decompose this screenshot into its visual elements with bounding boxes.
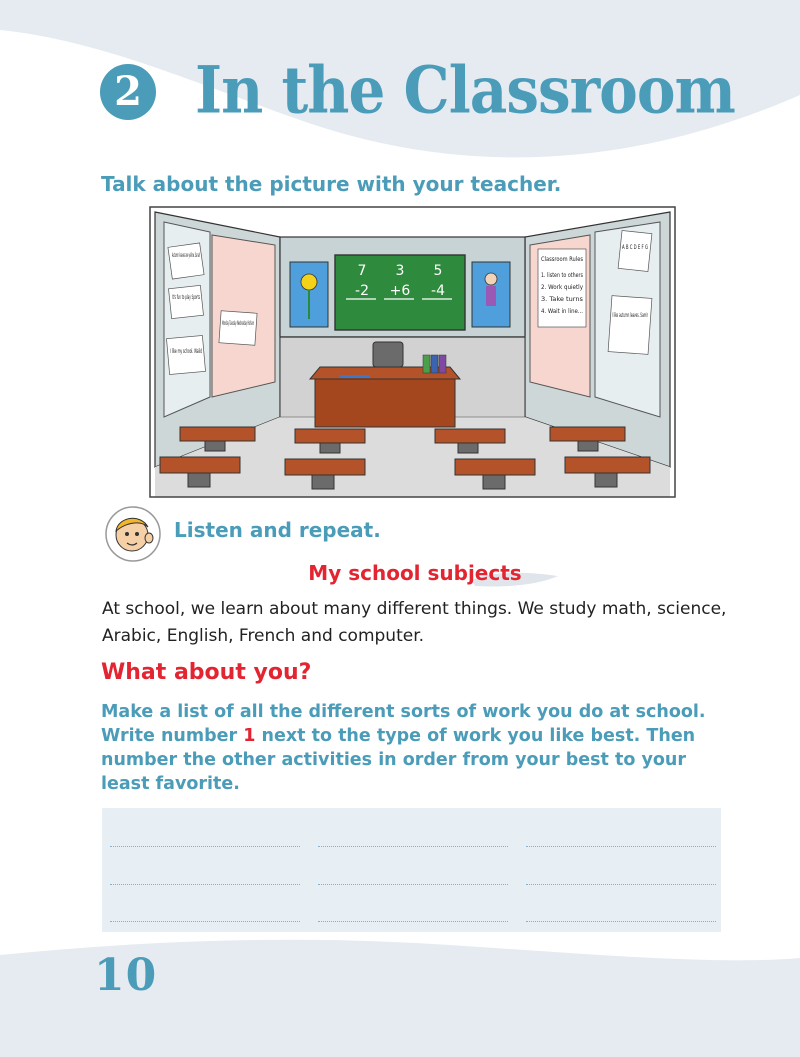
- board-bottom-number-1: -2: [355, 283, 369, 299]
- activity-instruction-talk: Talk about the picture with your teacher.: [101, 172, 562, 196]
- page-number: 10: [94, 950, 158, 1001]
- board-bottom-number-3: -4: [431, 283, 445, 299]
- lesson-number-badge: 2: [100, 64, 156, 120]
- alphabet-note: A B C D E F G: [622, 244, 649, 251]
- wall-note-school: I like my school. Walid: [170, 348, 203, 355]
- rules-note-item-2: 2. Work quietly: [541, 284, 584, 291]
- writing-line[interactable]: [318, 921, 508, 922]
- reading-paragraph: At school, we learn about many different things. We study math, science, Arabic, English, French and computer.: [102, 599, 727, 646]
- task-text-part2: next to the type of work you like best. Then number the other activities in order from your best to your least favorite.: [101, 726, 696, 794]
- wall-note-autumn: Autumn leaves are yellow. Sarah: [172, 252, 201, 259]
- autumn-leaves-note: I like autumn leaves. Samir: [612, 312, 649, 319]
- page-title: In the Classroom: [195, 52, 735, 129]
- rules-note-item-3: 3. Take turns: [541, 296, 583, 303]
- wall-note-days: Monday Tuesday Wednesday Hisham: [222, 320, 255, 327]
- task-instructions: [101, 700, 729, 796]
- listening-boy-icon: [104, 505, 162, 563]
- writing-line[interactable]: [526, 884, 716, 885]
- board-bottom-number-2: +6: [389, 283, 411, 299]
- wall-note-sports: It's fun to play Sports: [172, 294, 200, 301]
- rules-note-item-4: 4. Wait in line...: [541, 308, 584, 315]
- activity-instruction-listen: Listen and repeat.: [174, 518, 381, 542]
- writing-line[interactable]: [526, 921, 716, 922]
- rules-note-title: Classroom Rules: [541, 256, 583, 263]
- task-text-part1: Make a list of all the different sorts of work you do at school. Write number: [101, 702, 706, 746]
- board-top-number-2: 3: [395, 263, 405, 279]
- writing-line[interactable]: [110, 884, 300, 885]
- board-top-number-3: 5: [433, 263, 443, 279]
- reading-subheading: My school subjects: [308, 561, 522, 585]
- writing-line[interactable]: [526, 846, 716, 847]
- task-highlight-number: 1: [243, 726, 256, 746]
- classroom-illustration: [150, 207, 675, 497]
- writing-line[interactable]: [318, 884, 508, 885]
- writing-line[interactable]: [110, 846, 300, 847]
- writing-line[interactable]: [318, 846, 508, 847]
- board-top-number-1: 7: [357, 263, 367, 279]
- writing-area: [102, 808, 721, 932]
- section-heading: What about you?: [101, 660, 312, 685]
- rules-note-item-1: 1. listen to others: [541, 272, 583, 279]
- writing-line[interactable]: [110, 921, 300, 922]
